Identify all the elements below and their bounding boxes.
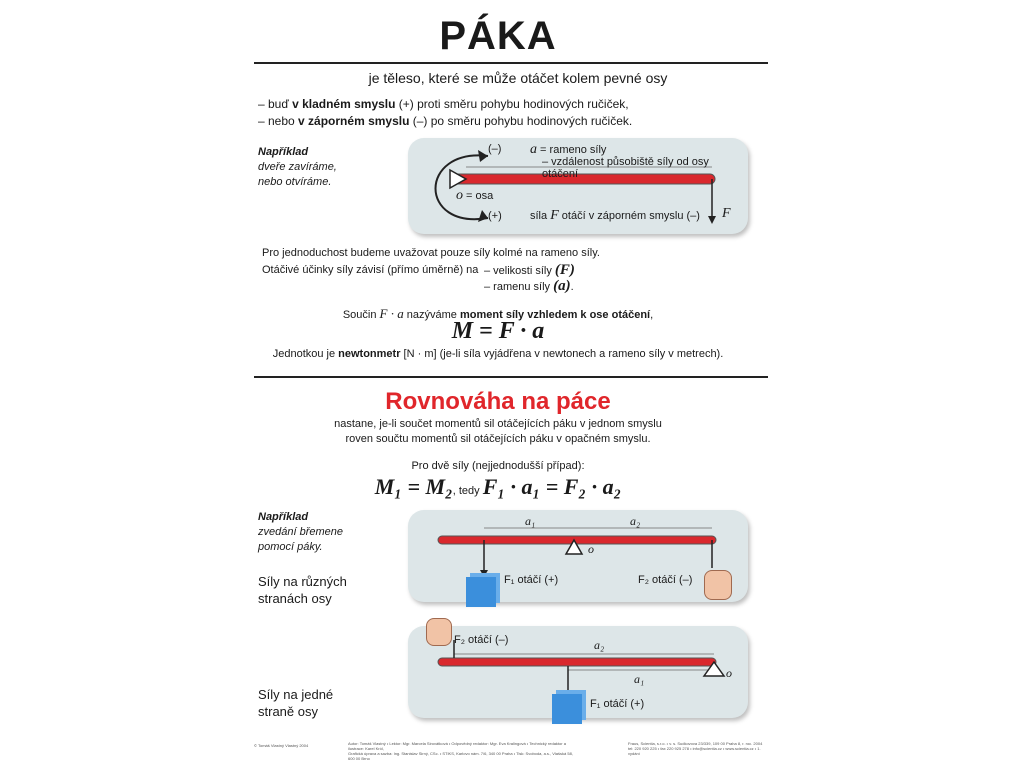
example1-caption [258,145,337,190]
arm-def-line2: – vzdálenost působiště síly od osy otáčení [542,156,709,180]
axis-definition [456,188,493,204]
footer-left: © Tomáš Vlastný Vlastný 2004 [254,743,309,748]
arm-a2-label: a₂ [630,514,641,528]
equilibrium-formula [228,474,768,500]
force-label: F [722,206,731,221]
force2-label: F₂ otáčí (–) [454,634,509,646]
page-title: PÁKA [439,14,557,58]
equilibrium-line1: nastane, je-li součet momentů sil otáčejících páku v jednom smyslu [334,418,662,430]
unit-suffix: [N · m] (je-li síla vyjádřena v newtonech a rameno síly v metrech). [400,348,724,360]
lever-bar [438,536,716,544]
arm-def-text: = rameno síly [537,144,607,156]
case1-caption [258,573,347,607]
force-description [530,208,700,224]
rule-negative-bold: v záporném smyslu [298,114,410,128]
diagram-lever-panel [408,138,748,234]
product-prefix: Součin [342,309,380,321]
example2-line1: zvedání břemene [258,526,343,538]
equilibrium-heading: Rovnováha na páce [385,388,611,415]
footer-right-line1: Fraus, Scientia, s.r.o. • v. s. Sudkovova 23/339, 109 00 Praha 8, r. roc. 2004 [628,741,763,746]
simplify-text: Pro jednoduchost budeme uvažovat pouze síly kolmé na rameno síly. [262,247,600,259]
pivot-triangle-icon [450,170,466,188]
rule-positive-prefix: – buď [258,97,293,111]
divider-middle [254,376,768,378]
lever-bar [438,658,716,666]
unit-prefix: Jednotkou je [272,348,339,360]
formula-sep: , tedy [452,485,483,497]
example1-line2: nebo otvíráme. [258,176,332,188]
example1-heading: Například [258,146,309,158]
weight-box-icon [552,694,582,724]
axis-label: o [588,542,594,556]
moment-formula: M = F · a [451,318,545,344]
force-desc-symbol: F [550,208,559,223]
case2-line1: Síly na jedné [258,687,334,702]
intro-text: je těleso, které se může otáčet kolem pevné osy [368,70,668,86]
case1-line1: Síly na různých [258,574,347,589]
rule-negative [258,113,632,129]
effect-force [484,262,575,279]
arm-a2-label: a₂ [594,638,605,652]
diagram2-svg [408,510,748,602]
force1-label: F₁ otáčí (+) [504,574,559,586]
effect-arm-symbol: (a) [553,278,571,294]
unit-bold: newtonmetr [338,348,401,360]
arm-a1-label: a₁ [634,672,645,686]
force2-label: F₂ otáčí (–) [638,574,693,586]
formula-moments: M₁ = M₂ [374,474,453,499]
footer-mid-line2: Grafická úprava a sazba: Ing. Stanislav Sirný, CSc. • STIKS, Karlovo nám. 7/6, 340 00 Praha • Tisk: Svoboda, a.s., Vlašská 58, 600 00 Brno [348,751,573,761]
footer-right-line2: tel: 220 920 225 • fax 220 925 278 • info@scientia.cz • www.scientia.cz • 1. vydání [628,746,761,756]
fist-hand-icon [704,570,732,600]
formula-forces: F₁ · a₁ = F₂ · a₂ [482,474,622,499]
force1-arrow-head-icon [480,570,488,577]
footer-mid [348,741,578,761]
example2-line2: pomocí páky. [258,541,323,553]
axis-symbol: o [456,188,463,203]
minus-sign: (–) [488,143,502,155]
two-forces-text: Pro dvě síly (nejjednodušší případ): [411,460,585,472]
example2-caption [258,510,343,555]
effect-force-symbol: (F) [554,262,575,278]
weight-box-icon [466,577,496,607]
arm-a1-label: a₁ [525,514,536,528]
rule-positive-suffix: (+) proti směru pohybu hodinových ručiček, [395,97,629,111]
force1-label: F₁ otáčí (+) [590,698,645,710]
effect-force-label: – velikosti síly [484,265,552,277]
rule-positive [258,96,629,112]
force-arrow-head-icon [708,216,716,224]
example1-line1: dveře zavíráme, [258,161,337,173]
plus-sign: (+) [488,210,502,222]
force-desc-b: otáčí v záporném smyslu (–) [558,210,700,222]
effects-text: Otáčivé účinky síly závisí (přímo úměrně) na [262,264,479,276]
effect-arm-label: – ramenu síly [484,281,551,293]
axis-def-text: = osa [463,190,494,202]
rule-positive-bold: v kladném smyslu [292,97,396,111]
arc-arrow-top-icon [478,150,488,162]
footer-right [628,741,768,756]
diagram-opposite-sides-panel [408,510,748,602]
case2-line2: straně osy [258,704,318,719]
product-bold: moment síly vzhledem k ose otáčení [459,309,651,321]
fist-hand-icon [426,618,452,646]
arc-arrow-bottom-icon [478,210,488,222]
example2-heading: Například [258,511,309,523]
equilibrium-line2: roven součtu momentů sil otáčejících páku v opačném smyslu. [345,433,651,445]
arm-symbol: a [530,142,537,157]
rule-negative-suffix: (–) po směru pohybu hodinových ručiček. [409,114,633,128]
force-desc-a: síla [530,210,551,222]
product-symbol: F · a [379,306,404,321]
unit-text [228,348,768,360]
product-end: , [650,309,654,321]
case2-caption [258,686,333,720]
footer-mid-line1: Autor: Tomáš Vlastný • Lektor: Mgr. Marcela Sirovátková • Odpovědný redaktor: Mgr. Eva Kralingová • Technický redaktor a ilustrace: Karel Król, [348,741,566,751]
divider-top [254,62,768,64]
effect-arm-end: . [570,281,574,293]
effect-arm [484,278,574,295]
rule-negative-prefix: – nebo [258,114,299,128]
product-middle: nazýváme [403,309,460,321]
axis-label: o [726,666,732,680]
poster [228,0,768,768]
case1-line2: stranách osy [258,591,332,606]
